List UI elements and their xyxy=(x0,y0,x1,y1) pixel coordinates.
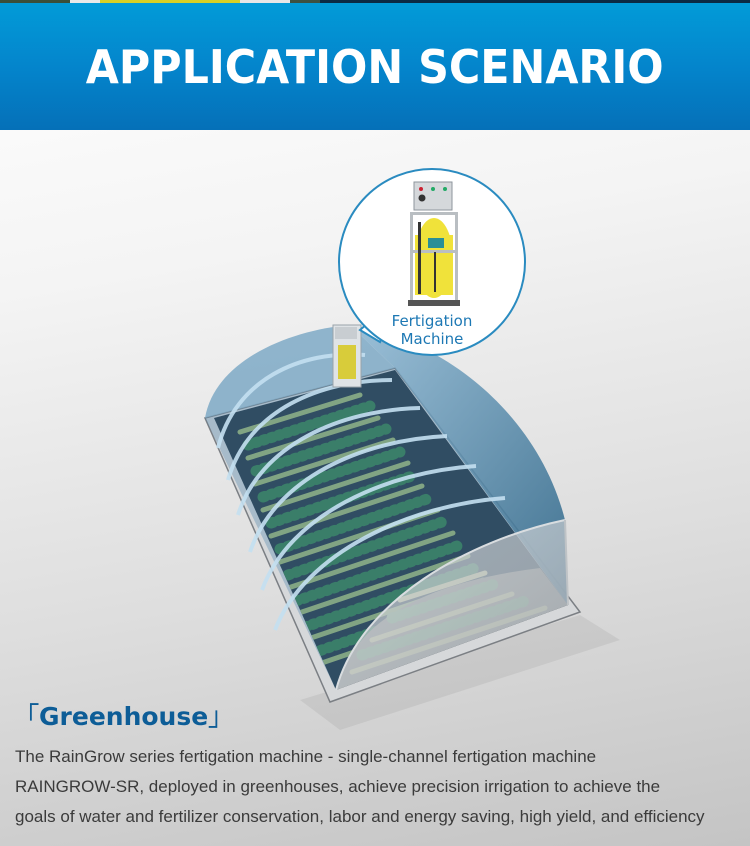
callout-label-line1: Fertigation xyxy=(391,312,473,330)
heading-bracket-open: 「 xyxy=(14,702,40,731)
callout-label-line2: Machine xyxy=(400,330,464,348)
heading-text: Greenhouse xyxy=(39,702,209,731)
fertigation-machine-icon xyxy=(406,180,462,308)
description-line: The RainGrow series fertigation machine - single-channel fertigation machine xyxy=(15,747,597,766)
section-description xyxy=(15,742,750,832)
banner-title: APPLICATION SCENARIO xyxy=(86,39,664,94)
description-line: RAINGROW-SR, deployed in greenhouses, achieve precision irrigation to achieve the xyxy=(15,777,661,796)
description-line: goals of water and fertilizer conservation, labor and energy saving, high yield, and efficiency xyxy=(15,807,705,826)
fertigation-machine-callout xyxy=(338,168,526,356)
heading-bracket-close: 」 xyxy=(208,702,234,731)
section-heading xyxy=(14,700,233,734)
